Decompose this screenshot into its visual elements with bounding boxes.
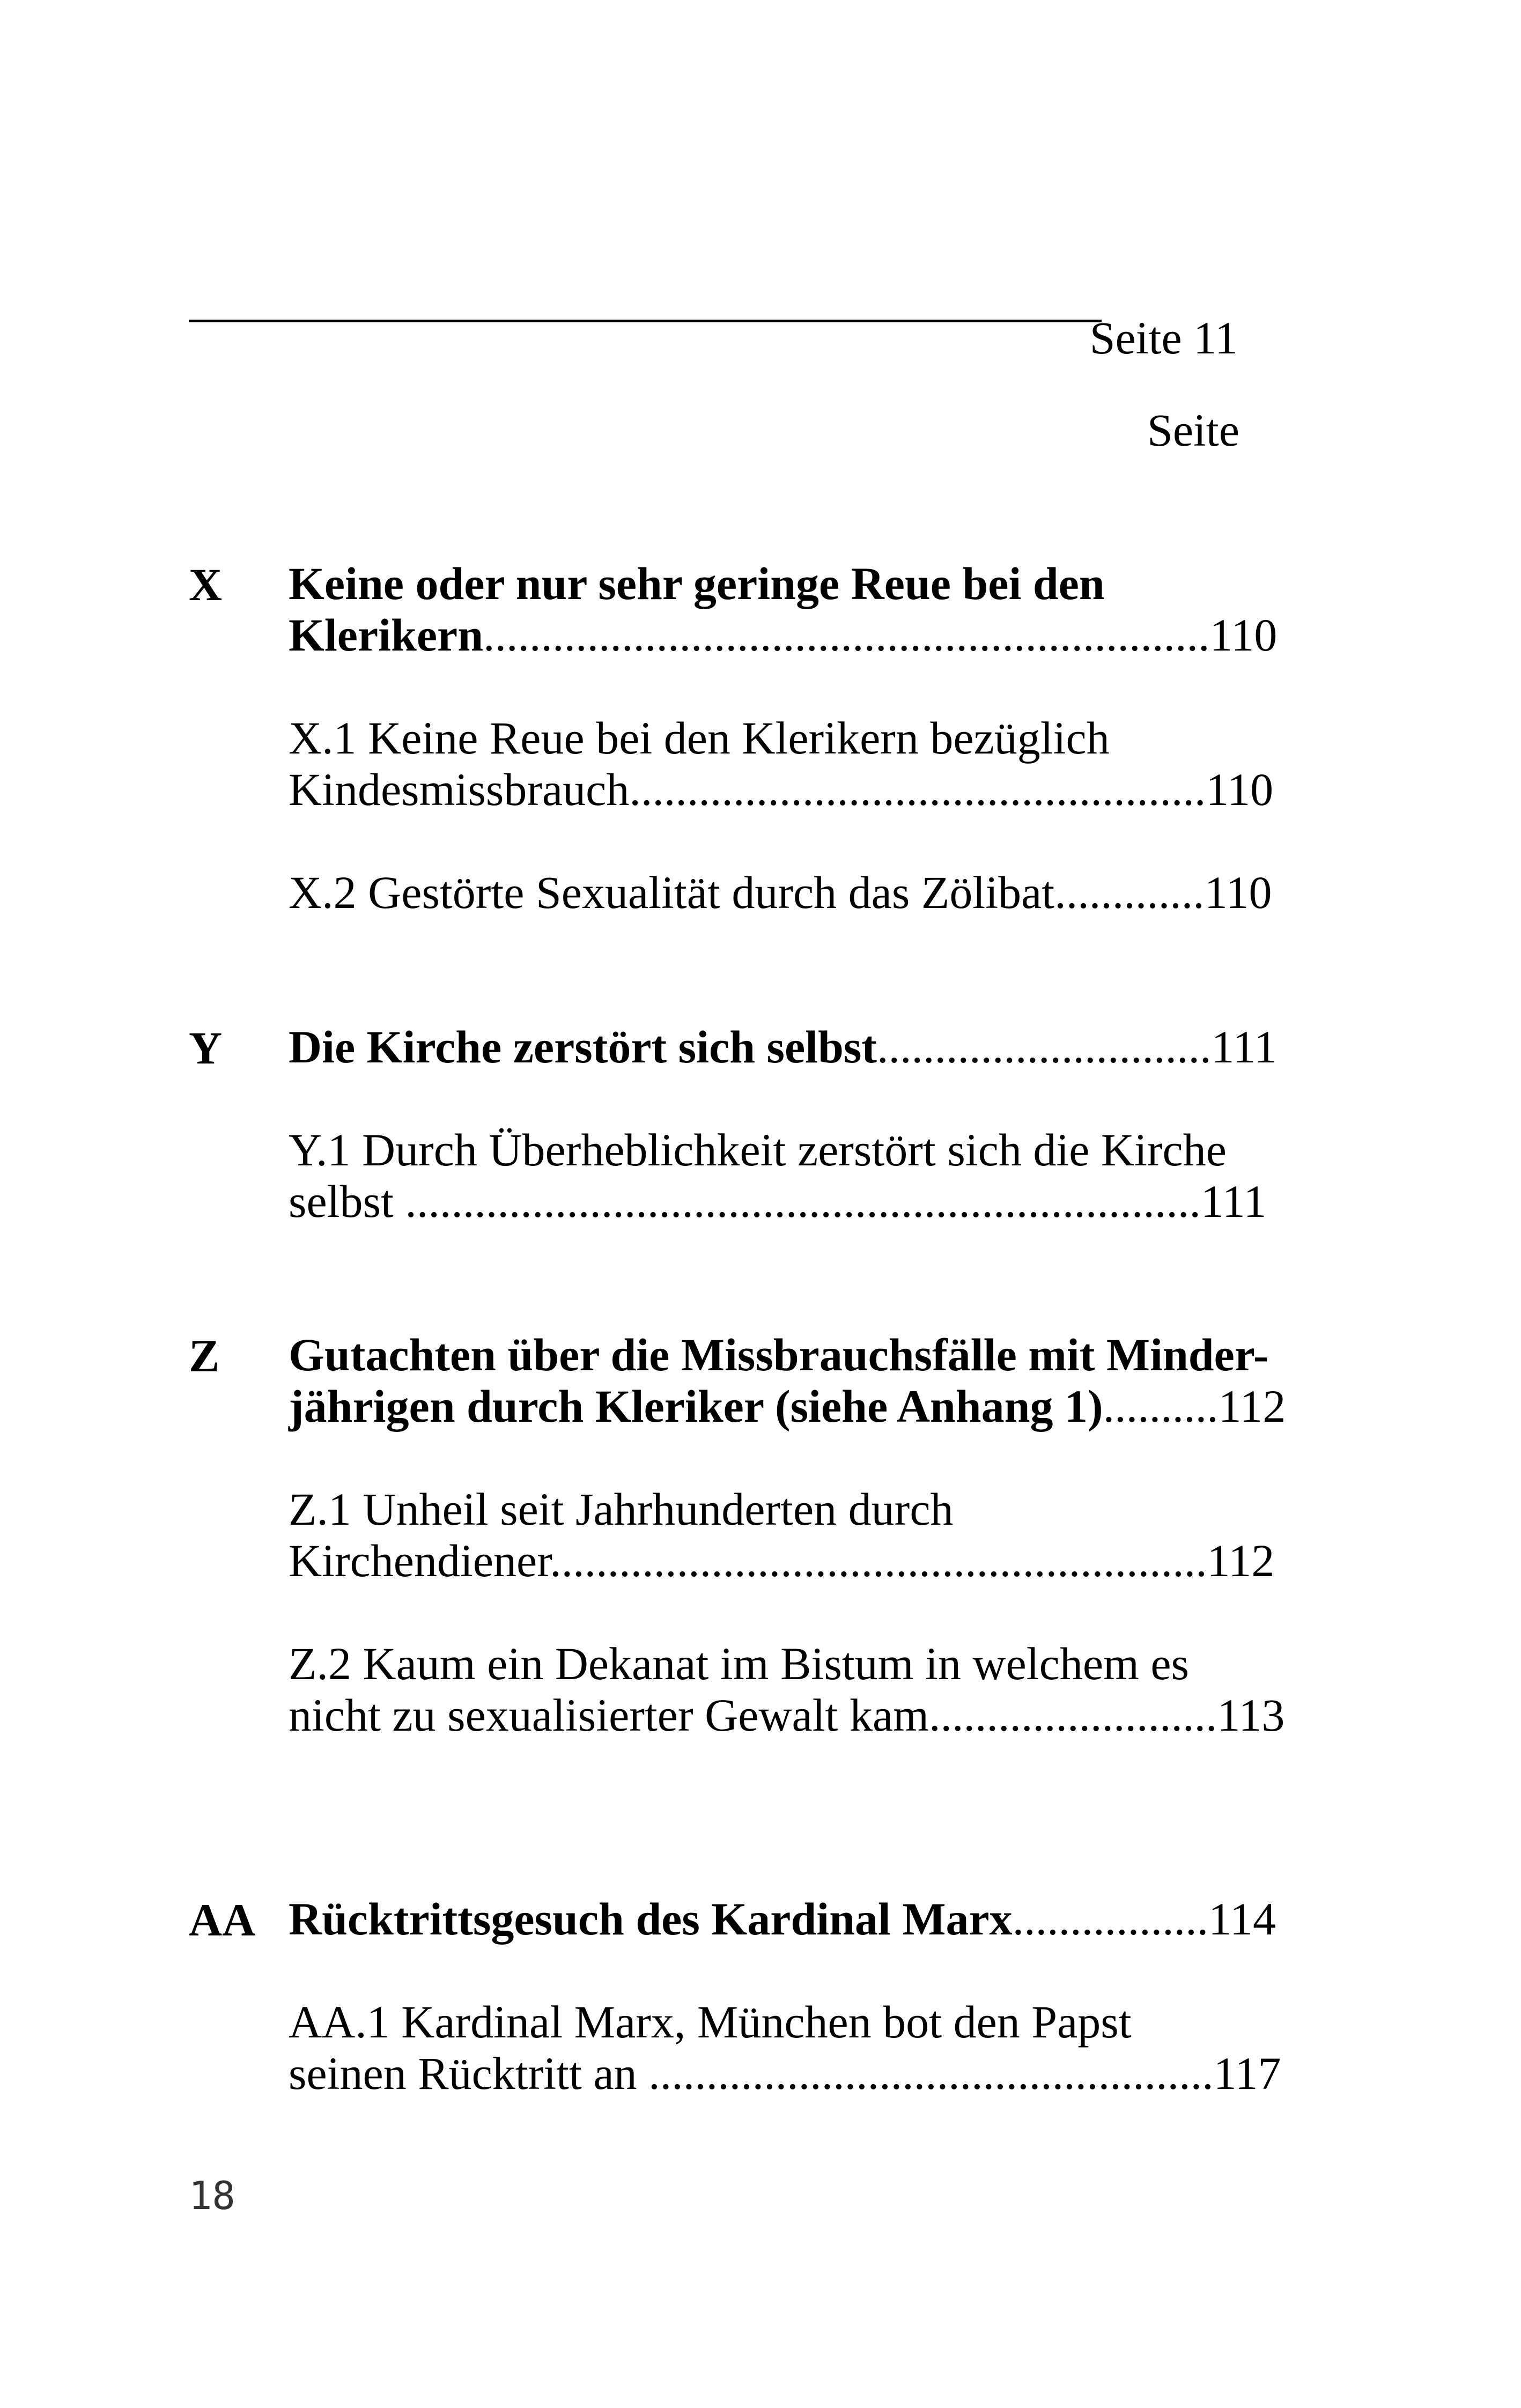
subsection-x-1 — [289, 712, 1273, 815]
section-title-line: Gutachten über die Missbrauchsfälle mit Minder- — [289, 1329, 1269, 1380]
page-number: 18 — [189, 2173, 235, 2218]
running-header: Seite 11 — [1089, 312, 1238, 364]
section-title-x — [289, 558, 1277, 661]
page-ref: 111 — [1211, 1021, 1278, 1073]
page-ref: 114 — [1208, 1893, 1276, 1945]
dot-leader: ............................................................... — [483, 609, 1210, 661]
section-label-z: Z — [189, 1330, 220, 1382]
subsection-z-1 — [289, 1483, 1274, 1586]
subsection-line: selbst .....................................................................111 — [289, 1176, 1267, 1227]
subsection-aa-1 — [289, 1996, 1281, 2099]
section-title-line: Rücktrittsgesuch des Kardinal Marx — [289, 1893, 1013, 1945]
subsection-line: Z.1 Unheil seit Jahrhunderten durch — [289, 1483, 954, 1535]
dot-leader: ................. — [1012, 1893, 1209, 1945]
subsection-line: AA.1 Kardinal Marx, München bot den Papst — [289, 1996, 1132, 2048]
section-title-line: jährigen durch Kleriker (siehe Anhang 1) — [289, 1380, 1103, 1432]
page-ref: 110 — [1209, 609, 1278, 661]
section-title-line: Klerikern — [289, 609, 484, 661]
subsection-x-2 — [289, 867, 1272, 918]
section-title-line: Keine oder nur sehr geringe Reue bei den — [289, 558, 1105, 609]
subsection-line: nicht zu sexualisierter Gewalt kam.........................113 — [289, 1689, 1285, 1741]
dot-leader: .......... — [1103, 1380, 1219, 1432]
subsection-line: X.1 Keine Reue bei den Klerikern bezüglich — [289, 712, 1110, 764]
subsection-line: X.2 Gestörte Sexualität durch das Zölibat.............110 — [289, 867, 1272, 918]
section-title-z — [289, 1329, 1286, 1432]
header-rule — [189, 320, 1102, 322]
subsection-y-1 — [289, 1124, 1267, 1227]
page-column-heading: Seite — [1147, 404, 1239, 456]
section-label-aa: AA — [189, 1894, 256, 1946]
subsection-line: seinen Rücktritt an .................................................117 — [289, 2048, 1281, 2099]
section-label-y: Y — [189, 1022, 223, 1074]
subsection-line: Z.2 Kaum ein Dekanat im Bistum in welchem es — [289, 1638, 1190, 1689]
subsection-line: Y.1 Durch Überheblichkeit zerstört sich die Kirche — [289, 1124, 1227, 1176]
section-title-line: Die Kirche zerstört sich selbst — [289, 1021, 877, 1073]
section-title-aa — [289, 1893, 1276, 1945]
page-ref: 112 — [1218, 1380, 1286, 1432]
subsection-line: Kirchendiener.........................................................112 — [289, 1535, 1275, 1586]
subsection-z-2 — [289, 1638, 1284, 1741]
dot-leader: ............................. — [877, 1021, 1212, 1073]
subsection-line: Kindesmissbrauch..................................................110 — [289, 764, 1274, 815]
section-title-y — [289, 1021, 1277, 1073]
section-label-x: X — [189, 559, 223, 610]
